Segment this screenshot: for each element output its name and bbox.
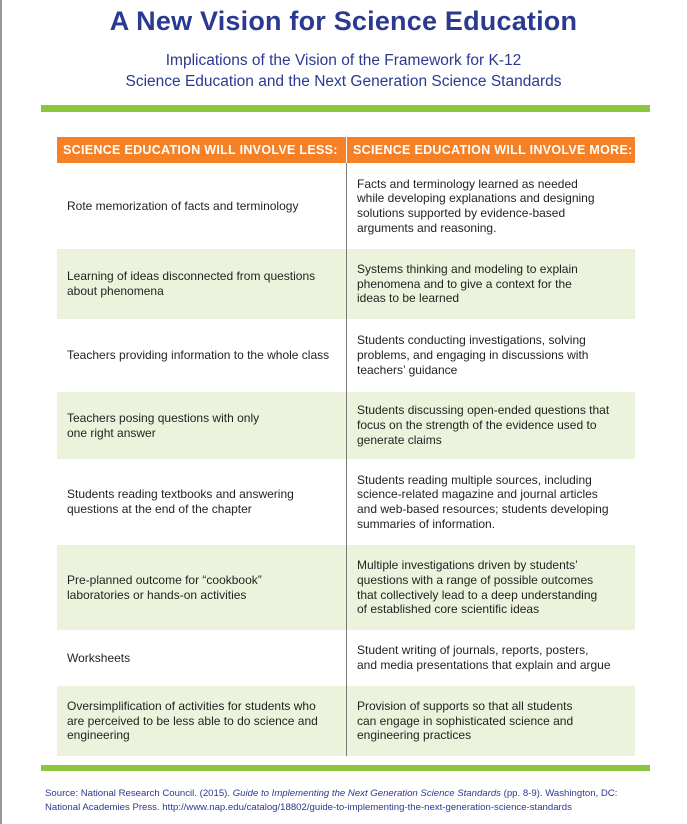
source-line-1 (45, 787, 655, 801)
table-row (57, 545, 635, 630)
bottom-divider (41, 765, 650, 771)
source-prefix: Source: National Research Council. (2015). (45, 788, 233, 799)
cell-less (57, 163, 346, 249)
header-more: SCIENCE EDUCATION WILL INVOLVE MORE: (346, 137, 635, 163)
cell-less (57, 545, 346, 630)
cell-more (346, 686, 635, 756)
cell-less (57, 459, 346, 545)
table-row (57, 319, 635, 392)
header-less: SCIENCE EDUCATION WILL INVOLVE LESS: (57, 137, 346, 163)
cell-more (346, 459, 635, 545)
comparison-table (57, 137, 635, 756)
cell-more-text: Students discussing open-ended questions that focus on the strength of the evidence used to generate claims (357, 403, 610, 447)
cell-less (57, 630, 346, 686)
table-row (57, 630, 635, 686)
cell-more-text: Students conducting investigations, solving problems, and engaging in discussions with teachers’ guidance (357, 333, 589, 377)
cell-more-text: Systems thinking and modeling to explain phenomena and to give a context for the ideas to be learned (357, 261, 578, 306)
cell-more (346, 545, 635, 630)
cell-less (57, 249, 346, 319)
cell-more (346, 319, 635, 392)
subtitle-line-1: Implications of the Vision of the Framework for K-12 (165, 52, 522, 69)
cell-more-text: Facts and terminology learned as needed while developing explanations and designing solutions supported by evidence-based arguments and reasoning. (357, 176, 595, 235)
cell-more-text: Student writing of journals, reports, posters, and media presentations that explain and argue (357, 643, 611, 672)
subtitle-line-2: Science Education and the Next Generation Science Standards (125, 73, 562, 90)
table-row (57, 459, 635, 545)
cell-less (57, 392, 346, 459)
page-subtitle (0, 50, 687, 92)
cell-less-text: Oversimplification of activities for students who are perceived to be less able to do science and engineering (67, 698, 318, 743)
cell-more (346, 163, 635, 249)
source-suffix: (pp. 8-9). Washington, DC: (500, 788, 618, 799)
table-row (57, 249, 635, 319)
top-divider (41, 105, 650, 112)
cell-less-text: Worksheets (67, 650, 131, 665)
cell-more-text: Provision of supports so that all students can engage in sophisticated science and engineering practices (357, 698, 574, 743)
cell-less-text: Teachers posing questions with only one right answer (67, 410, 260, 440)
cell-less-text: Pre-planned outcome for “cookbook” laboratories or hands-on activities (67, 572, 262, 602)
cell-less (57, 686, 346, 756)
cell-more-text: Multiple investigations driven by students’ questions with a range of possible outcomes that collectively lead to a deep understanding of established core scientific ideas (357, 558, 598, 617)
page-title: A New Vision for Science Education (109, 6, 578, 36)
cell-more (346, 249, 635, 319)
table-row (57, 163, 635, 249)
table-row (57, 686, 635, 756)
cell-less-text: Rote memorization of facts and terminology (67, 198, 299, 213)
cell-less (57, 319, 346, 392)
cell-more (346, 392, 635, 459)
cell-more (346, 630, 635, 686)
source-line-2: National Academies Press. http://www.nap.edu/catalog/18802/guide-to-implementing-the-next-generation-science-standards (45, 802, 572, 813)
cell-less-text: Students reading textbooks and answering questions at the end of the chapter (67, 487, 294, 516)
source-book-title: Guide to Implementing the Next Generation Science Standards (232, 788, 501, 799)
table-header-row (57, 137, 635, 163)
source-citation (45, 787, 655, 815)
cell-more-text: Students reading multiple sources, including science-related magazine and journal articles and web-based resources; students developing summaries of information. (357, 472, 609, 531)
cell-less-text: Learning of ideas disconnected from questions about phenomena (67, 269, 316, 298)
table-row (57, 392, 635, 459)
left-margin-rule (0, 0, 2, 824)
cell-less-text: Teachers providing information to the whole class (67, 348, 330, 363)
